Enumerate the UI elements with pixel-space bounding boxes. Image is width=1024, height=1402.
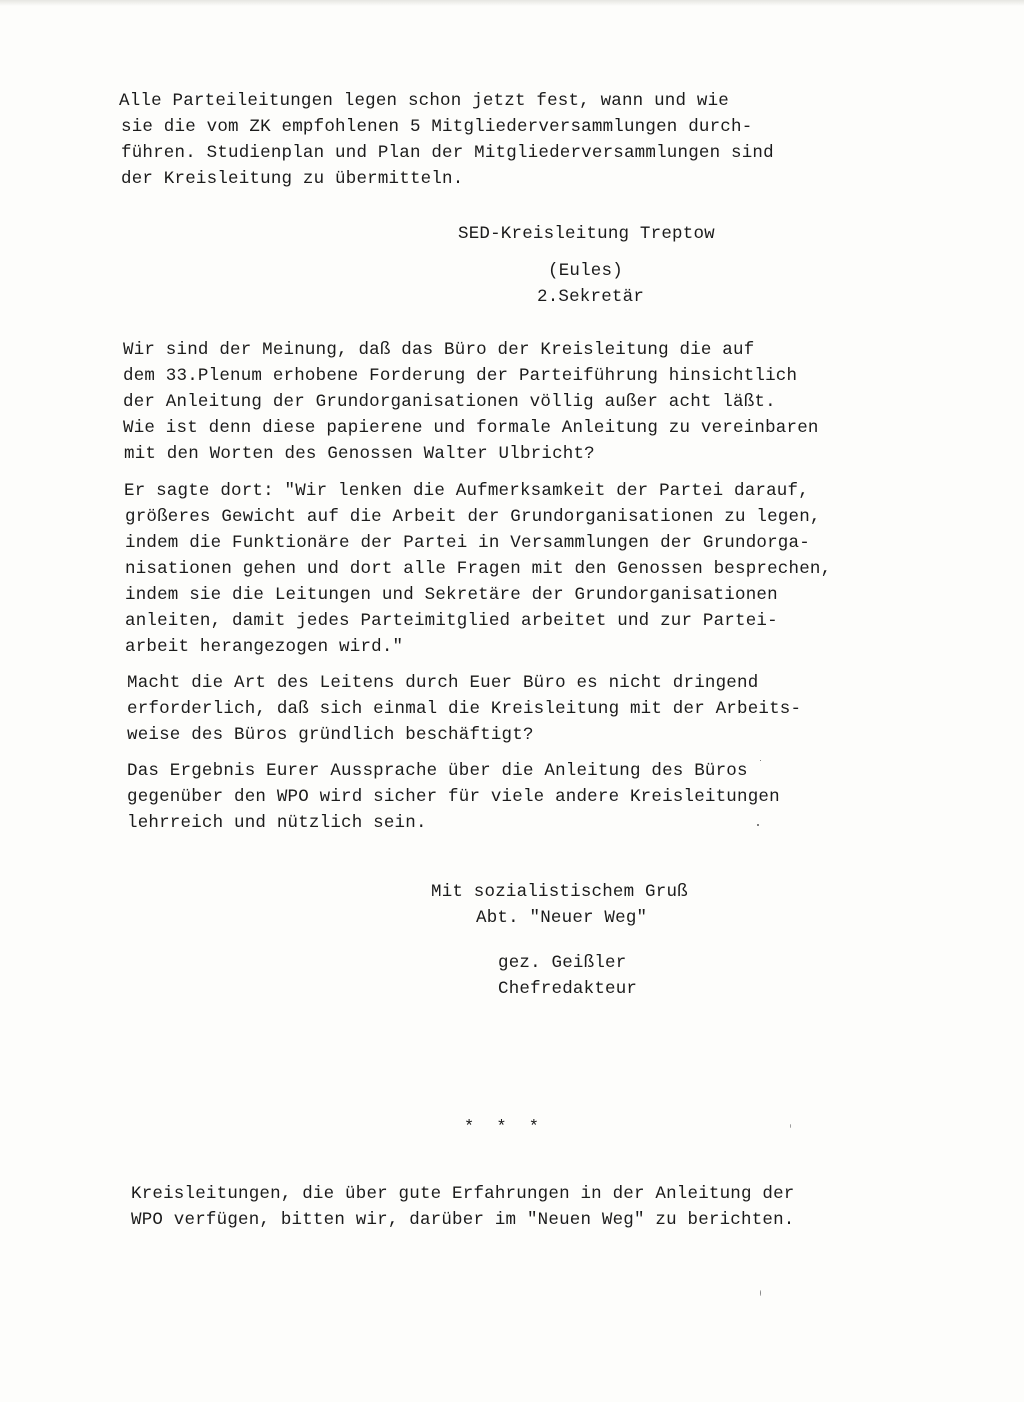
paragraph-line: mit den Worten des Genossen Walter Ulbricht? (124, 444, 595, 464)
intro-line: der Kreisleitung zu übermitteln. (121, 169, 464, 189)
scan-speck (790, 1124, 791, 1128)
scan-top-edge (0, 0, 1024, 6)
paragraph-line: Wir sind der Meinung, daß das Büro der Kreisleitung die auf (123, 340, 755, 360)
paragraph-line: dem 33.Plenum erhobene Forderung der Parteiführung hinsichtlich (123, 366, 798, 386)
paragraph-line: anleiten, damit jedes Parteimitglied arbeitet und zur Partei- (125, 611, 778, 631)
signature-name: (Eules) (548, 261, 623, 281)
closing-title: Chefredakteur (498, 979, 638, 999)
intro-line: Alle Parteileitungen legen schon jetzt fest, wann und wie (119, 91, 729, 111)
footer-line: WPO verfügen, bitten wir, darüber im "Neuen Weg" zu berichten. (131, 1210, 795, 1230)
paragraph-line: gegenüber den WPO wird sicher für viele andere Kreisleitungen (127, 787, 780, 807)
paragraph-line: Das Ergebnis Eurer Aussprache über die Anleitung des Büros (127, 761, 748, 781)
signature-role: 2.Sekretär (537, 287, 645, 307)
scan-speck (760, 760, 761, 761)
closing-greeting: Mit sozialistischem Gruß (431, 882, 688, 902)
paragraph-line: der Anleitung der Grundorganisationen völlig außer acht läßt. (123, 392, 776, 412)
paragraph-line: arbeit herangezogen wird." (125, 637, 404, 657)
paragraph-line: lehrreich und nützlich sein. (127, 813, 427, 833)
intro-line: führen. Studienplan und Plan der Mitgliederversammlungen sind (121, 143, 774, 163)
paragraph-line: nisationen gehen und dort alle Fragen mit den Genossen besprechen, (125, 559, 832, 579)
paragraph-line: größeres Gewicht auf die Arbeit der Grundorganisationen zu legen, (125, 507, 821, 527)
signature-org: SED-Kreisleitung Treptow (458, 224, 715, 244)
closing-signed: gez. Geißler (498, 953, 627, 973)
closing-department: Abt. "Neuer Weg" (476, 908, 648, 928)
paragraph-line: Macht die Art des Leitens durch Euer Büro es nicht dringend (127, 673, 759, 693)
paragraph-line: erforderlich, daß sich einmal die Kreisleitung mit der Arbeits- (127, 699, 802, 719)
intro-line: sie die vom ZK empfohlenen 5 Mitgliederversammlungen durch- (121, 117, 753, 137)
paragraph-line: Er sagte dort: "Wir lenken die Aufmerksamkeit der Partei darauf, (124, 481, 809, 501)
scan-speck (757, 824, 759, 826)
paragraph-line: indem sie die Leitungen und Sekretäre der Grundorganisationen (125, 585, 778, 605)
footer-line: Kreisleitungen, die über gute Erfahrungen in der Anleitung der (131, 1184, 795, 1204)
scan-speck (760, 1290, 761, 1296)
section-separator: * * * (464, 1118, 546, 1137)
paragraph-line: weise des Büros gründlich beschäftigt? (127, 725, 534, 745)
paragraph-line: indem die Funktionäre der Partei in Versammlungen der Grundorga- (125, 533, 810, 553)
paragraph-line: Wie ist denn diese papierene und formale Anleitung zu vereinbaren (123, 418, 819, 438)
